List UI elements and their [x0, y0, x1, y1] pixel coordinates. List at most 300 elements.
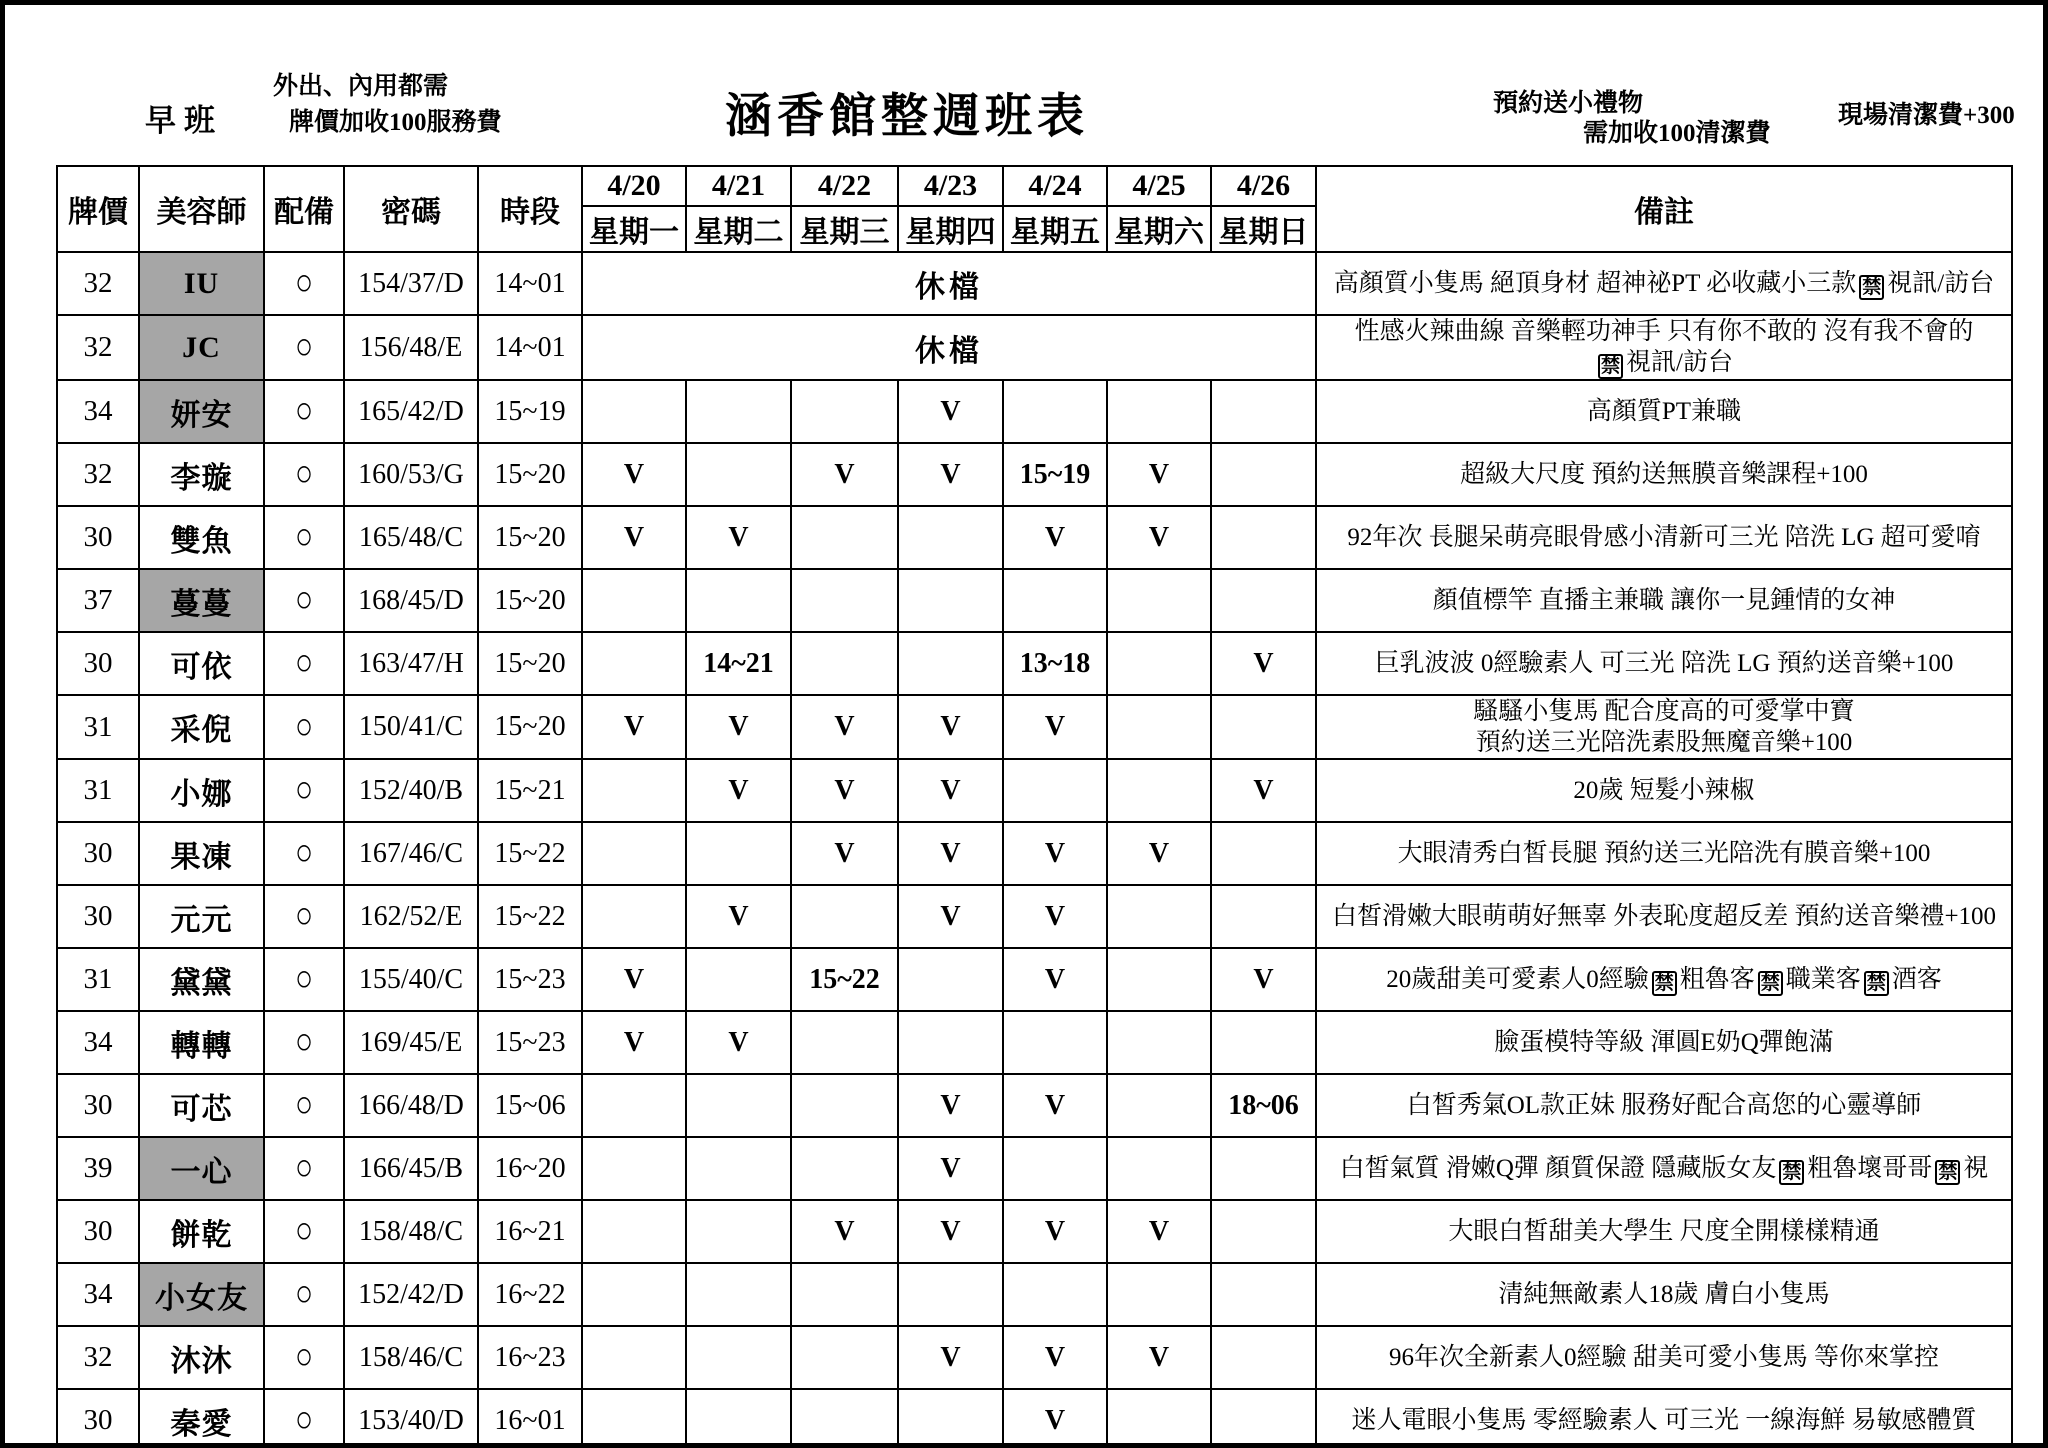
- price-header: 牌價: [57, 166, 139, 252]
- note-line: 白皙秀氣OL款正妹 服務好配合高您的心靈導師: [1406, 1092, 1922, 1119]
- day-weekday-header: 星期四: [898, 206, 1003, 252]
- equipment-circle-icon: ○: [294, 957, 314, 999]
- day-cell: [898, 1389, 1003, 1448]
- equipment-cell: [264, 443, 344, 506]
- price-cell: 30: [57, 1389, 139, 1448]
- day-cell: [686, 1326, 791, 1389]
- check-mark-cell: V: [1003, 948, 1107, 1011]
- day-weekday-header: 星期六: [1107, 206, 1211, 252]
- service-fee-note: [273, 69, 502, 141]
- day-cell: [1211, 885, 1316, 948]
- equipment-circle-icon: ○: [294, 515, 314, 557]
- forbidden-icon: 禁: [1758, 971, 1783, 996]
- check-mark-cell: V: [686, 1011, 791, 1074]
- code-cell: 154/37/D: [344, 252, 478, 315]
- code-cell: 160/53/G: [344, 443, 478, 506]
- code-cell: 152/42/D: [344, 1263, 478, 1326]
- day-date-header: 4/22: [791, 166, 898, 206]
- beautician-name-cell: 沐沐: [139, 1326, 264, 1389]
- day-cell: [582, 822, 686, 885]
- day-cell: [1211, 1200, 1316, 1263]
- day-cell: [1107, 1263, 1211, 1326]
- equipment-circle-icon: ○: [294, 1272, 314, 1314]
- service-fee-note-line2: 牌價加收100服務費: [289, 109, 502, 136]
- time-override-cell: 18~06: [1211, 1074, 1316, 1137]
- day-cell: [791, 1389, 898, 1448]
- timeslot-cell: 15~20: [478, 695, 582, 759]
- check-mark-cell: V: [582, 695, 686, 759]
- equipment-header: 配備: [264, 166, 344, 252]
- remarks-cell: [1316, 380, 2012, 443]
- check-mark-cell: V: [1003, 822, 1107, 885]
- day-date-header: 4/23: [898, 166, 1003, 206]
- code-cell: 155/40/C: [344, 948, 478, 1011]
- remarks-cell: [1316, 822, 2012, 885]
- price-cell: 30: [57, 506, 139, 569]
- forbidden-icon: 禁: [1859, 275, 1884, 300]
- check-mark-cell: V: [791, 759, 898, 822]
- table-row: [57, 759, 2012, 822]
- table-row: [57, 1137, 2012, 1200]
- table-row: [57, 569, 2012, 632]
- beautician-name-cell: 秦愛: [139, 1389, 264, 1448]
- day-cell: [582, 1074, 686, 1137]
- equipment-cell: [264, 569, 344, 632]
- note-line: 96年次全新素人0經驗 甜美可愛小隻馬 等你來掌控: [1388, 1344, 1939, 1371]
- equipment-cell: [264, 380, 344, 443]
- table-row: [57, 1263, 2012, 1326]
- day-cell: [582, 1389, 686, 1448]
- day-cell: [1107, 632, 1211, 695]
- price-cell: 39: [57, 1137, 139, 1200]
- beautician-name-cell: 可依: [139, 632, 264, 695]
- day-cell: [582, 380, 686, 443]
- equipment-circle-icon: ○: [294, 641, 314, 683]
- equipment-circle-icon: ○: [294, 1335, 314, 1377]
- note-line: 禁 視訊/訪台: [1317, 347, 2011, 379]
- code-cell: 165/42/D: [344, 380, 478, 443]
- check-mark-cell: V: [898, 1074, 1003, 1137]
- code-cell: 166/48/D: [344, 1074, 478, 1137]
- beautician-name-cell: 一心: [139, 1137, 264, 1200]
- note-line: 大眼清秀白皙長腿 預約送三光陪洗有膜音樂+100: [1397, 840, 1931, 867]
- equipment-circle-icon: ○: [294, 1398, 314, 1440]
- code-cell: 152/40/B: [344, 759, 478, 822]
- day-cell: [582, 569, 686, 632]
- timeslot-cell: 15~20: [478, 506, 582, 569]
- remarks-header: 備註: [1316, 166, 2012, 252]
- check-mark-cell: V: [791, 822, 898, 885]
- check-mark-cell: V: [898, 443, 1003, 506]
- remarks-cell: [1316, 695, 2012, 759]
- forbidden-icon: 禁: [1864, 971, 1889, 996]
- timeslot-cell: 15~21: [478, 759, 582, 822]
- code-cell: 165/48/C: [344, 506, 478, 569]
- beautician-name-cell: 李璇: [139, 443, 264, 506]
- day-cell: [1107, 885, 1211, 948]
- check-mark-cell: V: [898, 822, 1003, 885]
- equipment-cell: [264, 948, 344, 1011]
- code-cell: 158/46/C: [344, 1326, 478, 1389]
- price-cell: 32: [57, 443, 139, 506]
- equipment-cell: [264, 822, 344, 885]
- equipment-cell: [264, 885, 344, 948]
- day-cell: [1211, 1137, 1316, 1200]
- equipment-cell: [264, 1074, 344, 1137]
- equipment-cell: [264, 1011, 344, 1074]
- day-cell: [1107, 1074, 1211, 1137]
- table-row: [57, 315, 2012, 380]
- equipment-circle-icon: ○: [294, 389, 314, 431]
- day-weekday-header: 星期二: [686, 206, 791, 252]
- equipment-cell: [264, 1137, 344, 1200]
- cleaning-fee-note: 現場清潔費+300: [1838, 102, 2015, 129]
- time-override-cell: 15~19: [1003, 443, 1107, 506]
- equipment-cell: [264, 315, 344, 380]
- equipment-cell: [264, 1389, 344, 1448]
- gift-note-line2: 需加收100清潔費: [1583, 120, 1771, 147]
- day-cell: [686, 1074, 791, 1137]
- day-cell: [1107, 380, 1211, 443]
- beautician-name-cell: 小娜: [139, 759, 264, 822]
- table-row: [57, 1200, 2012, 1263]
- day-cell: [791, 1326, 898, 1389]
- day-cell: [686, 822, 791, 885]
- day-cell: [1211, 1389, 1316, 1448]
- day-cell: [1107, 695, 1211, 759]
- remarks-cell: [1316, 1389, 2012, 1448]
- timeslot-cell: 16~20: [478, 1137, 582, 1200]
- equipment-cell: [264, 1326, 344, 1389]
- price-cell: 31: [57, 695, 139, 759]
- time-override-cell: 13~18: [1003, 632, 1107, 695]
- remarks-cell: [1316, 1137, 2012, 1200]
- check-mark-cell: V: [1107, 1326, 1211, 1389]
- forbidden-icon: 禁: [1935, 1160, 1960, 1185]
- day-date-header: 4/25: [1107, 166, 1211, 206]
- day-date-header: 4/21: [686, 166, 791, 206]
- remarks-cell: [1316, 1326, 2012, 1389]
- forbidden-icon: 禁: [1652, 971, 1677, 996]
- note-line: 白皙滑嫩大眼萌萌好無辜 外表恥度超反差 預約送音樂禮+100: [1331, 903, 1997, 930]
- day-cell: [791, 380, 898, 443]
- beautician-name-cell: JC: [139, 315, 264, 380]
- beautician-name-cell: 可芯: [139, 1074, 264, 1137]
- check-mark-cell: V: [1003, 1326, 1107, 1389]
- timeslot-cell: 16~21: [478, 1200, 582, 1263]
- timeslot-cell: 16~23: [478, 1326, 582, 1389]
- day-cell: [686, 1200, 791, 1263]
- day-weekday-header: 星期三: [791, 206, 898, 252]
- day-cell: [791, 1011, 898, 1074]
- day-cell: [1003, 380, 1107, 443]
- time-override-cell: 15~22: [791, 948, 898, 1011]
- day-cell: [1211, 380, 1316, 443]
- check-mark-cell: V: [1107, 443, 1211, 506]
- code-header: 密碼: [344, 166, 478, 252]
- check-mark-cell: V: [791, 1200, 898, 1263]
- timeslot-cell: 16~22: [478, 1263, 582, 1326]
- schedule-body: [57, 252, 2012, 1448]
- equipment-cell: [264, 1200, 344, 1263]
- check-mark-cell: V: [898, 1200, 1003, 1263]
- day-weekday-header: 星期五: [1003, 206, 1107, 252]
- table-row: [57, 1389, 2012, 1448]
- price-cell: 37: [57, 569, 139, 632]
- remarks-cell: [1316, 1011, 2012, 1074]
- code-cell: 163/47/H: [344, 632, 478, 695]
- check-mark-cell: V: [686, 885, 791, 948]
- equipment-circle-icon: ○: [294, 705, 314, 747]
- equipment-circle-icon: ○: [294, 831, 314, 873]
- time-override-cell: 14~21: [686, 632, 791, 695]
- day-cell: [686, 569, 791, 632]
- table-row: [57, 506, 2012, 569]
- day-cell: [1003, 569, 1107, 632]
- day-cell: [686, 1137, 791, 1200]
- price-cell: 32: [57, 315, 139, 380]
- day-cell: [898, 1011, 1003, 1074]
- day-cell: [1107, 759, 1211, 822]
- equipment-circle-icon: ○: [294, 325, 314, 367]
- day-cell: [791, 1137, 898, 1200]
- equipment-cell: [264, 252, 344, 315]
- day-cell: [686, 948, 791, 1011]
- note-line: 巨乳波波 0經驗素人 可三光 陪洗 LG 預約送音樂+100: [1374, 650, 1954, 677]
- code-cell: 162/52/E: [344, 885, 478, 948]
- check-mark-cell: V: [791, 443, 898, 506]
- check-mark-cell: V: [1107, 506, 1211, 569]
- code-cell: 166/45/B: [344, 1137, 478, 1200]
- remarks-cell: [1316, 632, 2012, 695]
- day-cell: [898, 569, 1003, 632]
- day-cell: [1107, 1011, 1211, 1074]
- equipment-cell: [264, 632, 344, 695]
- beautician-name-cell: 轉轉: [139, 1011, 264, 1074]
- price-cell: 30: [57, 1074, 139, 1137]
- check-mark-cell: V: [1003, 506, 1107, 569]
- price-cell: 32: [57, 1326, 139, 1389]
- beautician-name-cell: 黛黛: [139, 948, 264, 1011]
- equipment-circle-icon: ○: [294, 578, 314, 620]
- table-row: [57, 822, 2012, 885]
- day-cell: [791, 632, 898, 695]
- note-line: 高顏質小隻馬 絕頂身材 超神祕PT 必收藏小三款 禁 視訊/訪台: [1333, 269, 1995, 298]
- forbidden-icon: 禁: [1598, 354, 1623, 379]
- check-mark-cell: V: [898, 695, 1003, 759]
- day-cell: [1211, 443, 1316, 506]
- timeslot-header: 時段: [478, 166, 582, 252]
- price-cell: 32: [57, 252, 139, 315]
- day-cell: [582, 759, 686, 822]
- equipment-circle-icon: ○: [294, 1020, 314, 1062]
- beautician-name-cell: 元元: [139, 885, 264, 948]
- forbidden-icon: 禁: [1779, 1160, 1804, 1185]
- day-cell: [686, 1263, 791, 1326]
- price-cell: 30: [57, 632, 139, 695]
- remarks-cell: [1316, 1074, 2012, 1137]
- day-cell: [1003, 1011, 1107, 1074]
- check-mark-cell: V: [898, 885, 1003, 948]
- note-line: 大眼白皙甜美大學生 尺度全開樣樣精通: [1448, 1218, 1880, 1245]
- table-row: [57, 948, 2012, 1011]
- timeslot-cell: 15~22: [478, 822, 582, 885]
- beautician-name-cell: 小女友: [139, 1263, 264, 1326]
- equipment-circle-icon: ○: [294, 452, 314, 494]
- day-weekday-header: 星期一: [582, 206, 686, 252]
- check-mark-cell: V: [898, 759, 1003, 822]
- check-mark-cell: V: [898, 1137, 1003, 1200]
- note-line: 20歲甜美可愛素人0經驗 禁 粗魯客 禁 職業客 禁 酒客: [1386, 965, 1942, 994]
- beautician-name-cell: IU: [139, 252, 264, 315]
- table-row: [57, 885, 2012, 948]
- table-row: [57, 1074, 2012, 1137]
- check-mark-cell: V: [582, 506, 686, 569]
- day-cell: [1211, 822, 1316, 885]
- equipment-circle-icon: ○: [294, 1146, 314, 1188]
- check-mark-cell: V: [1003, 695, 1107, 759]
- day-cell: [898, 1263, 1003, 1326]
- day-cell: [791, 506, 898, 569]
- day-cell: [791, 885, 898, 948]
- check-mark-cell: V: [686, 695, 791, 759]
- check-mark-cell: V: [1003, 885, 1107, 948]
- timeslot-cell: 15~23: [478, 1011, 582, 1074]
- day-cell: [1003, 759, 1107, 822]
- note-line: 顏值標竿 直播主兼職 讓你一見鍾情的女神: [1432, 587, 1896, 614]
- check-mark-cell: V: [1211, 759, 1316, 822]
- day-cell: [582, 1263, 686, 1326]
- price-cell: 30: [57, 885, 139, 948]
- day-cell: [1211, 1326, 1316, 1389]
- price-cell: 30: [57, 1200, 139, 1263]
- check-mark-cell: V: [1107, 1200, 1211, 1263]
- day-cell: [1211, 569, 1316, 632]
- timeslot-cell: 15~22: [478, 885, 582, 948]
- day-cell: [898, 632, 1003, 695]
- timeslot-cell: 14~01: [478, 252, 582, 315]
- gift-note-line1: 預約送小禮物: [1493, 90, 1644, 117]
- timeslot-cell: 15~19: [478, 380, 582, 443]
- note-line: 白皙氣質 滑嫩Q彈 顏質保證 隱藏版女友 禁 粗魯壞哥哥 禁 視: [1339, 1154, 1989, 1183]
- check-mark-cell: V: [582, 443, 686, 506]
- table-row: [57, 252, 2012, 315]
- day-cell: [1107, 1137, 1211, 1200]
- day-cell: [582, 1326, 686, 1389]
- day-date-header: 4/20: [582, 166, 686, 206]
- beautician-name-cell: 果凍: [139, 822, 264, 885]
- schedule-table: [56, 165, 2013, 1448]
- day-cell: [1211, 506, 1316, 569]
- timeslot-cell: 14~01: [478, 315, 582, 380]
- day-cell: [898, 506, 1003, 569]
- day-cell: [1211, 1263, 1316, 1326]
- equipment-cell: [264, 1263, 344, 1326]
- code-cell: 153/40/D: [344, 1389, 478, 1448]
- note-line: 臉蛋模特等級 渾圓E奶Q彈飽滿: [1494, 1029, 1834, 1056]
- beautician-name-cell: 妍安: [139, 380, 264, 443]
- check-mark-cell: V: [686, 506, 791, 569]
- day-cell: [1211, 695, 1316, 759]
- timeslot-cell: 15~06: [478, 1074, 582, 1137]
- price-cell: 34: [57, 1263, 139, 1326]
- note-line: 迷人電眼小隻馬 零經驗素人 可三光 一線海鮮 易敏感體質: [1351, 1407, 1977, 1434]
- shift-label: 早班: [145, 103, 223, 138]
- check-mark-cell: V: [1003, 1074, 1107, 1137]
- day-cell: [791, 569, 898, 632]
- equipment-circle-icon: ○: [294, 261, 314, 303]
- table-row: [57, 695, 2012, 759]
- note-line: 清純無敵素人18歲 膚白小隻馬: [1498, 1281, 1830, 1308]
- day-cell: [582, 632, 686, 695]
- check-mark-cell: V: [582, 1011, 686, 1074]
- equipment-cell: [264, 759, 344, 822]
- day-cell: [686, 380, 791, 443]
- rest-span-cell: 休檔: [582, 252, 1316, 315]
- service-fee-note-line1: 外出、內用都需: [273, 73, 449, 100]
- day-cell: [686, 443, 791, 506]
- code-cell: 167/46/C: [344, 822, 478, 885]
- header-row-1: [57, 166, 2012, 206]
- equipment-circle-icon: ○: [294, 894, 314, 936]
- day-cell: [898, 948, 1003, 1011]
- remarks-cell: [1316, 569, 2012, 632]
- equipment-cell: [264, 506, 344, 569]
- day-cell: [582, 1137, 686, 1200]
- table-row: [57, 1326, 2012, 1389]
- day-cell: [686, 1389, 791, 1448]
- table-row: [57, 380, 2012, 443]
- note-line: 預約送三光陪洗素股無魔音樂+100: [1475, 729, 1853, 756]
- equipment-cell: [264, 695, 344, 759]
- remarks-cell: [1316, 885, 2012, 948]
- day-date-header: 4/26: [1211, 166, 1316, 206]
- timeslot-cell: 15~20: [478, 632, 582, 695]
- timeslot-cell: 15~23: [478, 948, 582, 1011]
- table-row: [57, 632, 2012, 695]
- check-mark-cell: V: [1003, 1200, 1107, 1263]
- note-line: 超級大尺度 預約送無膜音樂課程+100: [1460, 461, 1868, 488]
- remarks-cell: [1316, 252, 2012, 315]
- timeslot-cell: 15~20: [478, 569, 582, 632]
- code-cell: 169/45/E: [344, 1011, 478, 1074]
- day-cell: [1211, 1011, 1316, 1074]
- equipment-circle-icon: ○: [294, 1083, 314, 1125]
- note-line: 20歲 短髮小辣椒: [1573, 777, 1755, 804]
- code-cell: 168/45/D: [344, 569, 478, 632]
- rest-span-cell: 休檔: [582, 315, 1316, 380]
- remarks-cell: [1316, 759, 2012, 822]
- price-cell: 34: [57, 1011, 139, 1074]
- check-mark-cell: V: [898, 380, 1003, 443]
- check-mark-cell: V: [1211, 948, 1316, 1011]
- page-title: 涵香館整週班表: [725, 91, 1089, 143]
- day-weekday-header: 星期日: [1211, 206, 1316, 252]
- remarks-cell: [1316, 506, 2012, 569]
- check-mark-cell: V: [686, 759, 791, 822]
- note-line: 92年次 長腿呆萌亮眼骨感小清新可三光 陪洗 LG 超可愛唷: [1347, 524, 1981, 551]
- code-cell: 156/48/E: [344, 315, 478, 380]
- check-mark-cell: V: [898, 1326, 1003, 1389]
- remarks-cell: [1316, 1263, 2012, 1326]
- remarks-cell: [1316, 315, 2012, 380]
- beautician-name-cell: 雙魚: [139, 506, 264, 569]
- remarks-cell: [1316, 948, 2012, 1011]
- timeslot-cell: 16~01: [478, 1389, 582, 1448]
- day-cell: [1107, 569, 1211, 632]
- day-cell: [582, 1200, 686, 1263]
- day-cell: [1107, 1389, 1211, 1448]
